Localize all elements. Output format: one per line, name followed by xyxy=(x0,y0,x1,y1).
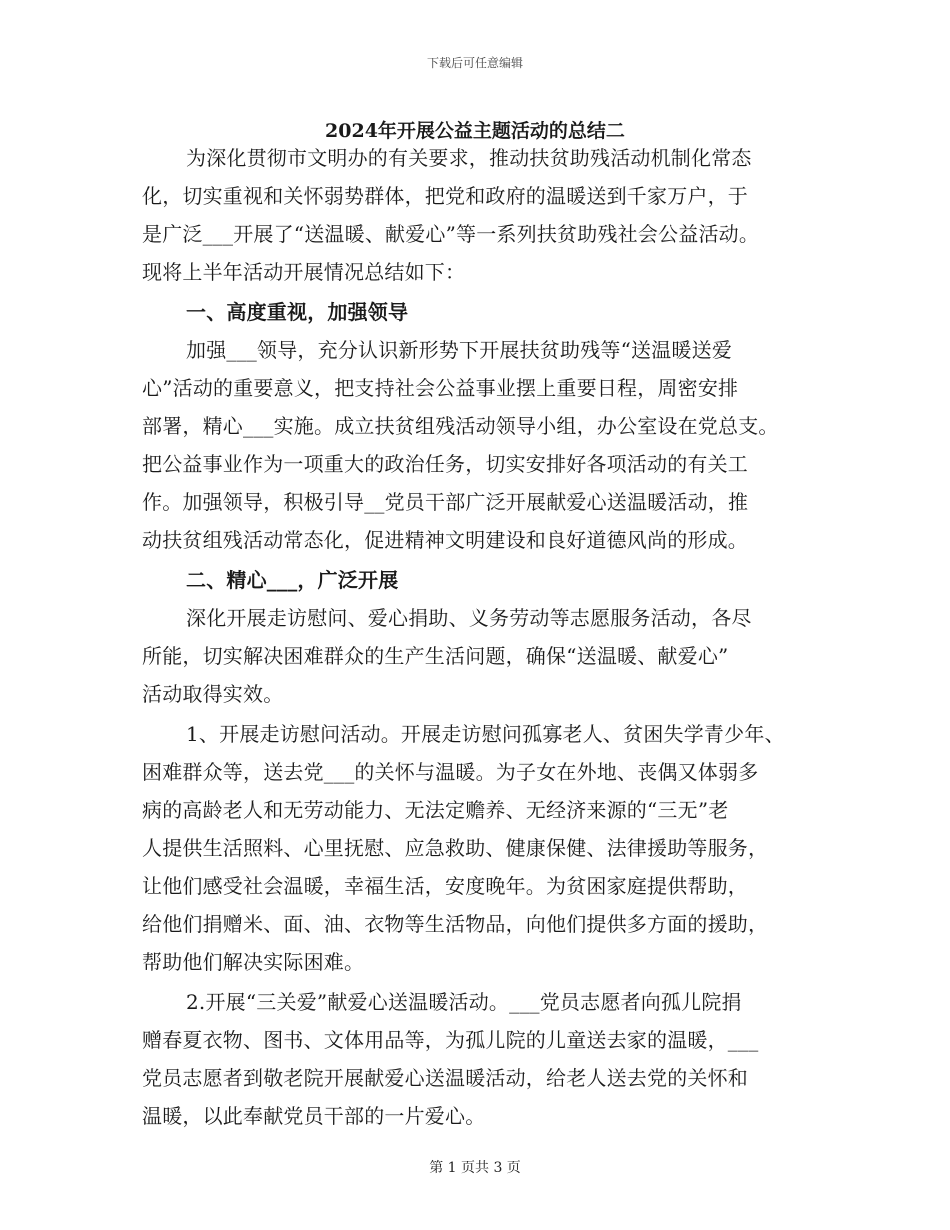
paragraph-line: 所能，切实解决困难群众的生产生活问题，确保“送温暖、献爱心” xyxy=(142,644,729,668)
paragraph-line: 加强___领导，充分认识新形势下开展扶贫助残等“送温暖送爱 xyxy=(186,338,733,362)
paragraph-line: 是广泛___开展了“送温暖、献爱心”等一系列扶贫助残社会公益活动。 xyxy=(142,222,760,246)
paragraph-line: 作。加强领导，积极引导__党员干部广泛开展献爱心送温暖活动，推 xyxy=(142,490,749,514)
paragraph-line: 给他们捐赠米、面、油、衣物等生活物品，向他们提供多方面的援助， xyxy=(142,912,769,936)
paragraph-line: 帮助他们解决实际困难。 xyxy=(142,950,365,974)
paragraph-line: 部署，精心___实施。成立扶贫组残活动领导小组，办公室设在党总支。 xyxy=(142,414,779,438)
paragraph-line: 化，切实重视和关怀弱势群体，把党和政府的温暖送到千家万户，于 xyxy=(142,184,748,208)
document-title: 2024年开展公益主题活动的总结二 xyxy=(325,120,625,142)
paragraph-line: 赠春夏衣物、图书、文体用品等，为孤儿院的儿童送去家的温暖，___ xyxy=(142,1028,759,1052)
paragraph-line: 活动取得实效。 xyxy=(142,682,284,706)
paragraph-line: 党员志愿者到敬老院开展献爱心送温暖活动，给老人送去党的关怀和 xyxy=(142,1066,748,1090)
paragraph-line: 心”活动的重要意义，把支持社会公益事业摆上重要日程，周密安排 xyxy=(142,376,739,400)
page-number: 第 1 页共 3 页 xyxy=(429,1160,521,1176)
paragraph-line: 困难群众等，送去党___的关怀与温暖。为子女在外地、丧偶又体弱多 xyxy=(142,760,759,784)
paragraph-line: 为深化贯彻市文明办的有关要求，推动扶贫助残活动机制化常态 xyxy=(186,146,752,170)
section-heading: 二、精心___，广泛开展 xyxy=(186,568,399,592)
paragraph-line: 病的高龄老人和无劳动能力、无法定赡养、无经济来源的“三无”老 xyxy=(142,798,729,822)
paragraph-line: 把公益事业作为一项重大的政治任务，切实安排好各项活动的有关工 xyxy=(142,452,748,476)
paragraph-line: 1、开展走访慰问活动。开展走访慰问孤寡老人、贫困失学青少年、 xyxy=(186,722,785,746)
paragraph-line: 温暖，以此奉献党员干部的一片爱心。 xyxy=(142,1104,486,1128)
paragraph-line: 2.开展“三关爱”献爱心送温暖活动。___党员志愿者向孤儿院捐 xyxy=(186,990,742,1014)
paragraph-line: 让他们感受社会温暖，幸福生活，安度晚年。为贫困家庭提供帮助， xyxy=(142,874,748,898)
page-header-note: 下载后可任意编辑 xyxy=(426,56,523,70)
paragraph-line: 人提供生活照料、心里抚慰、应急救助、健康保健、法律援助等服务， xyxy=(142,836,769,860)
section-heading: 一、高度重视，加强领导 xyxy=(186,300,409,324)
paragraph-line: 现将上半年活动开展情况总结如下： xyxy=(142,260,466,284)
paragraph-line: 动扶贫组残活动常态化，促进精神文明建设和良好道德风尚的形成。 xyxy=(142,528,748,552)
paragraph-line: 深化开展走访慰问、爱心捐助、义务劳动等志愿服务活动，各尽 xyxy=(186,606,752,630)
